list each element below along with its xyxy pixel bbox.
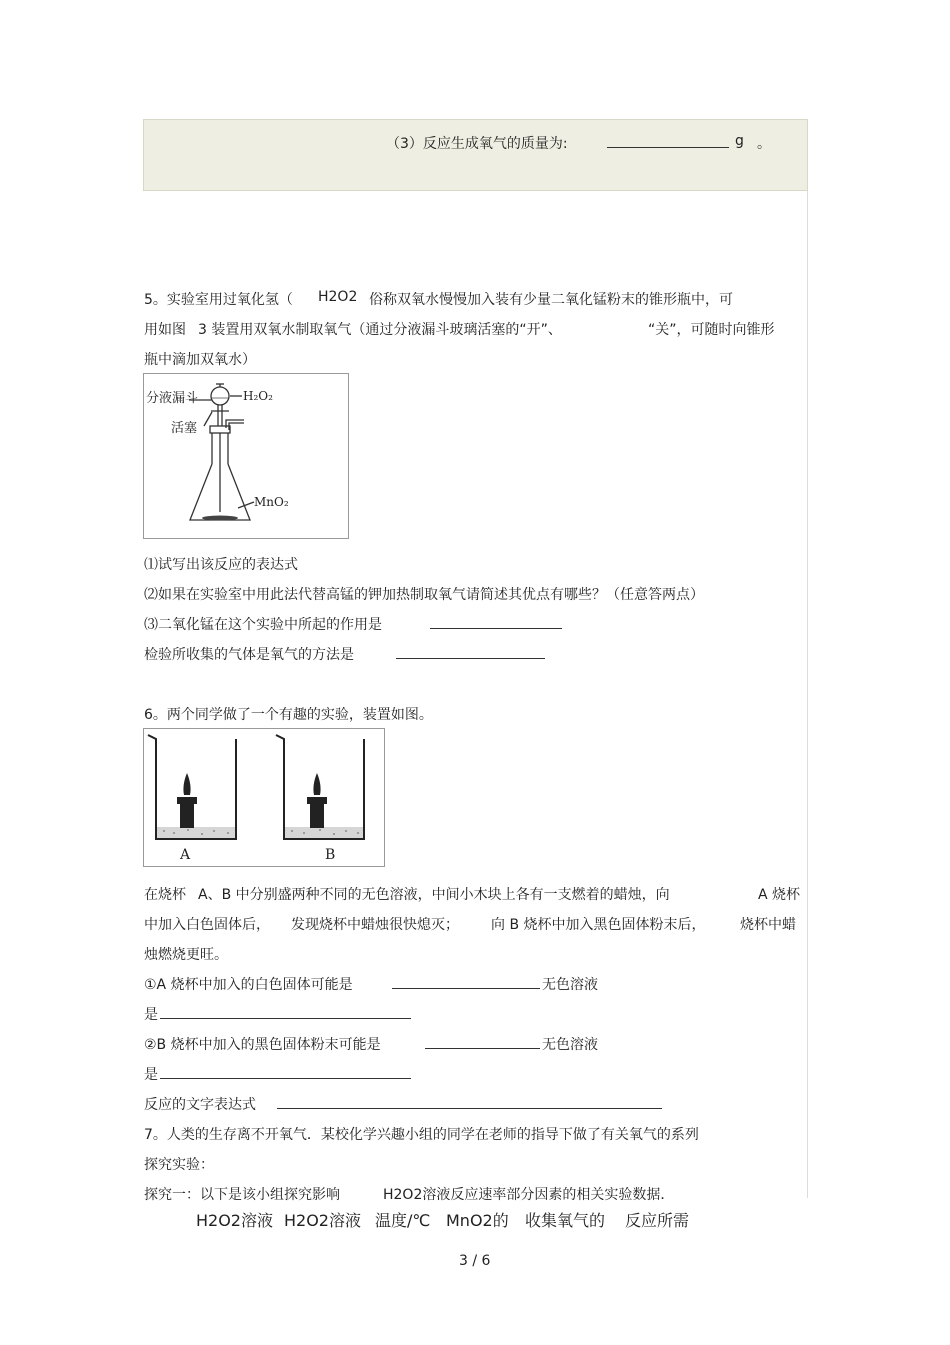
q6-p1a: 在烧杯 — [144, 887, 186, 903]
label-stopcock: 活塞 — [171, 421, 198, 436]
q6-p2b: 发现烧杯中蜡烛很快熄灭； — [291, 917, 459, 933]
q5-line2a: 用如图 — [144, 322, 186, 338]
q5-line2b: 3 装置用双氧水制取氧气（通过分液漏斗玻璃活塞的“开”、 — [198, 322, 562, 338]
q6-a2-blank[interactable] — [160, 1004, 411, 1019]
table-header-6: 反应所需 — [625, 1211, 690, 1230]
table-header-4: MnO2的 — [446, 1211, 509, 1230]
q7-line3a: 探究一：以下是该小组探究影响 — [144, 1187, 340, 1203]
page-number: 3 / 6 — [459, 1253, 491, 1269]
q6-b1b: 无色溶液 — [542, 1037, 598, 1053]
flask-apparatus-figure — [143, 373, 349, 539]
q6-b1: ②B 烧杯中加入的黑色固体粉末可能是 — [144, 1037, 381, 1053]
q6-p3: 烛燃烧更旺。 — [144, 947, 228, 963]
table-header-2: H2O2溶液 — [284, 1211, 361, 1230]
q5-line2c: “关”，可随时向锥形 — [648, 322, 775, 338]
table-header-1: H2O2溶液 — [196, 1211, 273, 1230]
label-mno2: MnO₂ — [254, 495, 289, 509]
margin-line — [807, 191, 808, 1198]
table-header-5: 收集氧气的 — [525, 1211, 606, 1230]
beakers-figure — [143, 728, 385, 867]
q6-b1-blank[interactable] — [425, 1034, 540, 1049]
q5-sub4: 检验所收集的气体是氧气的方法是 — [144, 647, 354, 663]
q6-a1-blank[interactable] — [392, 974, 540, 989]
q5-line1b: H2O2 — [318, 289, 358, 305]
q6-a1: ①A 烧杯中加入的白色固体可能是 — [144, 977, 353, 993]
q5-line1c: 俗称双氧水慢慢加入装有少量二氧化锰粉末的锥形瓶中，可 — [369, 292, 733, 308]
q4-line3: （3）反应生成氧气的质量为: — [386, 136, 568, 152]
q6-eq: 反应的文字表达式 — [144, 1097, 256, 1113]
q4-end: 。 — [757, 136, 771, 152]
table-header-3: 温度/℃ — [375, 1211, 431, 1230]
q5-sub3-blank[interactable] — [430, 614, 562, 629]
label-b: B — [325, 847, 336, 863]
label-funnel: 分液漏斗 — [146, 391, 199, 406]
q5-line3: 瓶中滴加双氧水） — [144, 352, 256, 368]
q6-a1b: 无色溶液 — [542, 977, 598, 993]
q5-sub3: ⑶二氧化锰在这个实验中所起的作用是 — [144, 617, 382, 633]
q6-b2-blank[interactable] — [160, 1064, 411, 1079]
q5-sub4-blank[interactable] — [396, 644, 545, 659]
q4-unit: g — [735, 133, 744, 149]
q4-blank[interactable] — [607, 133, 729, 148]
q6-a2: 是 — [144, 1007, 158, 1023]
q7-line2: 探究实验： — [144, 1157, 214, 1173]
q6-b2: 是 — [144, 1067, 158, 1083]
q7-line1: 7。人类的生存离不开氧气．某校化学兴趣小组的同学在老师的指导下做了有关氧气的系列 — [144, 1127, 699, 1143]
q6-p1b: A、B 中分别盛两种不同的无色溶液，中间小木块上各有一支燃着的蜡烛，向 — [198, 887, 670, 903]
q6-eq-blank[interactable] — [277, 1094, 662, 1109]
label-h2o2: H₂O₂ — [243, 389, 273, 403]
q5-sub2: ⑵如果在实验室中用此法代替高锰的钾加热制取氧气请简述其优点有哪些？（任意答两点） — [144, 587, 704, 603]
q6-p1c: A 烧杯 — [758, 887, 801, 903]
q5-sub1: ⑴试写出该反应的表达式 — [144, 557, 298, 573]
q5-line1a: 5。实验室用过氧化氢（ — [144, 292, 293, 308]
q6-p2d: 烧杯中蜡 — [740, 917, 796, 933]
label-a: A — [180, 847, 191, 863]
q6-p2a: 中加入白色固体后， — [144, 917, 270, 933]
q6-intro: 6。两个同学做了一个有趣的实验，装置如图。 — [144, 707, 433, 723]
q6-p2c: 向 B 烧杯中加入黑色固体粉末后， — [491, 917, 706, 933]
answer-box — [143, 119, 808, 191]
q7-line3b: H2O2溶液反应速率部分因素的相关实验数据． — [383, 1187, 675, 1203]
